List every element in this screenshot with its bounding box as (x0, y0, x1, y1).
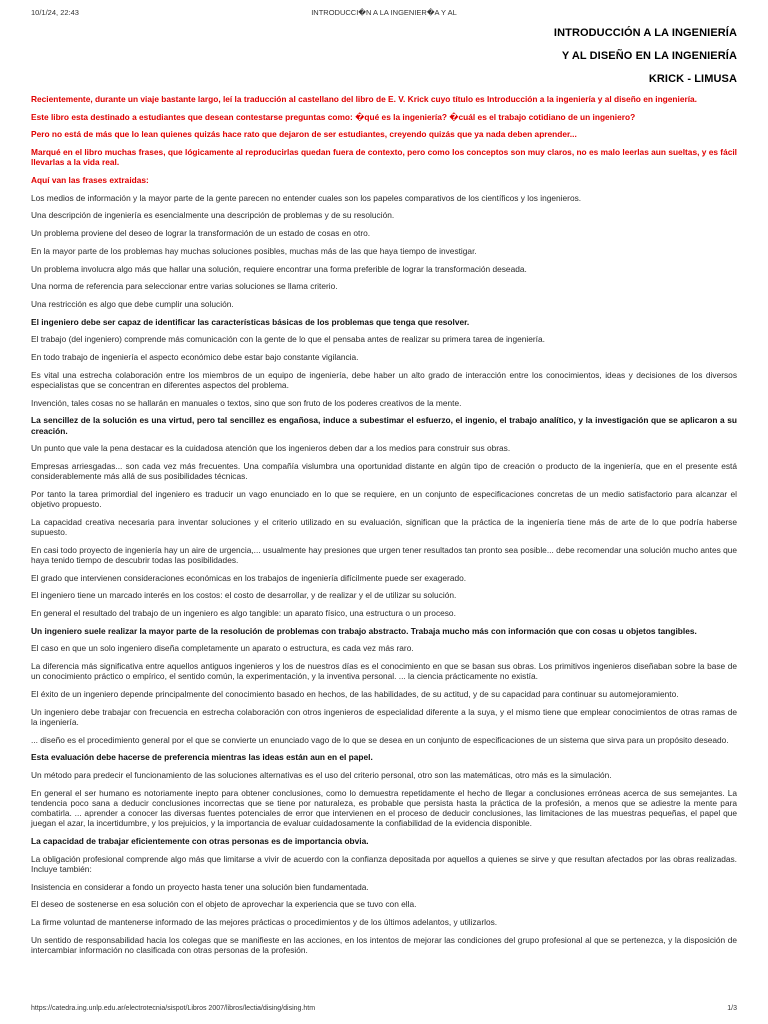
quote-paragraph: Una norma de referencia para seleccionar entre varias soluciones se llama criterio. (31, 281, 338, 292)
quote-paragraph: Un sentido de responsabilidad hacia los colegas que se manifieste en las acciones, en los intentos de mejorar las condiciones del grupo profesional al que se pertenezca, y la disposición de intercambiar información no clasificada con otras personas de la profesión. (31, 934, 737, 955)
quote-paragraph: El ingeniero tiene un marcado interés en los costos: el costo de desarrollar, y de realizar y el de utilizar su solución. (31, 590, 457, 601)
quote-paragraph: En casi todo proyecto de ingeniería hay un aire de urgencia,... usualmente hay presiones que urgen tener resultados tan pronto sea posible... debe recomendar una solución mucho antes que haya tenido tiempo de descubrir todas las posibilidades. (31, 544, 737, 565)
highlighted-quote: Un ingeniero suele realizar la mayor parte de la resolución de problemas con trabajo abstracto. Trabaja mucho más con información que con cosas u objetos tangibles. (31, 625, 697, 636)
quote-paragraph: Un método para predecir el funcionamiento de las soluciones alternativas es el uso del criterio personal, otro son las matemáticas, otro más es la simulación. (31, 770, 612, 781)
highlighted-quote: El ingeniero debe ser capaz de identificar las características básicas de los problemas que tenga que resolver. (31, 316, 470, 327)
quote-paragraph: El grado que intervienen consideraciones económicas en los trabajos de ingeniería difícilmente puede ser exagerado. (31, 572, 467, 583)
quote-paragraph: En general el resultado del trabajo de un ingeniero es algo tangible: un aparato físico, una estructura o un proceso. (31, 608, 456, 618)
quote-paragraph: Los medios de información y la mayor parte de la gente parecen no entender cuales son los papeles comparativos de los científicos y los ingenieros. (31, 192, 582, 203)
quote-paragraph: El trabajo (del ingeniero) comprende más comunicación con la gente de lo que el pensaba antes de realizar su primera tarea de ingeniería. (31, 334, 545, 345)
print-page-number: 1/3 (727, 1005, 737, 1012)
title-line-2: Y AL DISEÑO EN LA INGENIERÍA (561, 50, 737, 62)
quote-paragraph: ... diseño es el procedimiento general por el que se convierte un enunciado vago de lo que se desea en un conjunto de especificaciones de un sistema que sirva para un propósito deseado. (31, 734, 729, 745)
intro-paragraph: Marqué en el libro muchas frases, que lógicamente al reproducirlas quedan fuera de contexto, pero como los conceptos son muy claros, no es malo leerlas aun sueltas, y es fácil llevarlas a la vida real. (31, 147, 737, 168)
print-doc-title: INTRODUCCI�N A LA INGENIER�A Y AL (311, 8, 457, 17)
quote-paragraph: El caso en que un solo ingeniero diseña completamente un aparato o estructura, es cada vez más raro. (31, 643, 414, 654)
document-titles (554, 27, 737, 96)
print-footer (31, 1005, 737, 1017)
highlighted-quote: La capacidad de trabajar eficientemente con otras personas es de importancia obvia. (31, 836, 369, 847)
quote-paragraph: En general el ser humano es notoriamente inepto para obtener conclusiones, como lo demuestra repetidamente el hecho de llegar a conclusiones erróneas acerca de sus semejantes. La tendencia poco sana a deducir conclusiones incorrectas que se tiene por naturaleza, es probable que persista hasta la práctica de la profesión, a menos que se adiestre la mente para combatirla. ... aprender a conocer las diversas fuentes potenciales de error que intervienen en el proceso de deducir conclusiones, las limitaciones de las muestras pequeñas, el papel que juegan el azar, la incertidumbre, y los prejuicios, y la importancia de evaluar cuidadosamente la confiabilidad de la evidencia disponible. (31, 787, 737, 829)
quote-paragraph: El éxito de un ingeniero depende principalmente del conocimiento basado en hechos, de las habilidades, de su actitud, y de su capacidad para continuar su automejoramiento. (31, 689, 679, 700)
quote-paragraph: Es vital una estrecha colaboración entre los miembros de un equipo de ingeniería, debe haber un alto grado de interacción entre los conocimientos, ideas y decisiones de los diversos especialistas que se concentran en diferentes aspectos del problema. (31, 369, 737, 390)
quote-paragraph: Empresas arriesgadas... son cada vez más frecuentes. Una compañía vislumbra una oportunidad distante en algún tipo de creación o producto de la ingeniería, que en el presente está considerablemente más allá de sus posibilidades técnicas. (31, 460, 737, 482)
quote-paragraph: Invención, tales cosas no se hallarán en manuales o textos, sino que son fruto de los poderes creativos de la mente. (31, 397, 462, 408)
quote-paragraph: En todo trabajo de ingeniería el aspecto económico debe estar bajo constante vigilancia. (31, 352, 359, 363)
highlighted-quote: Esta evaluación debe hacerse de preferencia mientras las ideas están aun en el papel. (31, 752, 373, 763)
intro-paragraph: Pero no está de más que lo lean quienes quizás hace rato que dejaron de ser estudiantes, creyendo quizás que ya nada deben aprender... (31, 129, 577, 140)
article-body (31, 94, 737, 963)
quote-paragraph: En la mayor parte de los problemas hay muchas soluciones posibles, muchas más de las que haya tiempo de investigar. (31, 245, 477, 256)
title-line-1: INTRODUCCIÓN A LA INGENIERÍA (553, 27, 737, 39)
quote-paragraph: Un ingeniero debe trabajar con frecuencia en estrecha colaboración con otros ingenieros de especialidad diferente a la suya, y el mismo tiene que emplear conocimientos de otras ramas de la ingeniería. (31, 706, 737, 727)
quote-paragraph: Una restricción es algo que debe cumplir una solución. (31, 298, 234, 309)
quote-paragraph: Un punto que vale la pena destacar es la cuidadosa atención que los ingenieros deben dar a los medios para construir sus obras. (31, 443, 511, 454)
intro-paragraph: Aquí van las frases extraidas: (31, 175, 149, 186)
quote-paragraph: La obligación profesional comprende algo más que limitarse a vivir de acuerdo con la confianza depositada por aquellos a quienes se sirve y que resultan afectados por las obras realizadas. Incluye también: (31, 853, 737, 874)
quote-paragraph: La diferencia más significativa entre aquellos antiguos ingenieros y los de nuestros días es el conocimiento en que se basan sus obras. Los primitivos ingenieros diseñaban sobre la base de un conocimiento práctico o empírico, el sentido común, la experimentación, y la inventiva personal. ... la ciencia prácticamente no existía. (31, 661, 737, 682)
print-url: https://catedra.ing.unlp.edu.ar/electrotecnia/sispot/Libros 2007/libros/lectia/dising/dising.htm (31, 1005, 316, 1012)
highlighted-quote: La sencillez de la solución es una virtud, pero tal sencillez es engañosa, induce a subestimar el esfuerzo, el ingenio, el trabajo analítico, y la investigación que se aplicaron a su creación. (31, 415, 737, 436)
print-date: 10/1/24, 22:43 (31, 8, 79, 17)
quote-paragraph: Una descripción de ingeniería es esencialmente una descripción de problemas y de su resolución. (31, 210, 395, 221)
intro-paragraph: Recientemente, durante un viaje bastante largo, leí la traducción al castellano del libro de E. V. Krick cuyo título es Introducción a la ingeniería y al diseño en ingeniería. (31, 94, 697, 104)
quote-paragraph: Un problema proviene del deseo de lograr la transformación de un estado de cosas en otro. (31, 228, 371, 239)
print-header (31, 8, 737, 20)
quote-paragraph: Un problema involucra algo más que hallar una solución, requiere encontrar una forma preferible de lograr la transformación deseada. (31, 263, 527, 274)
quote-paragraph: La firme voluntad de mantenerse informado de las mejores prácticas o procedimientos y de los últimos adelantos, y utilizarlos. (31, 917, 498, 928)
title-line-3: KRICK - LIMUSA (648, 73, 737, 85)
quote-paragraph: Por tanto la tarea primordial del ingeniero es traducir un vago enunciado en lo que se requiere, en un conjunto de especificaciones concretas de un medio satisfactorio para alcanzar el objetivo propuesto. (31, 488, 737, 510)
intro-paragraph: Este libro esta destinado a estudiantes que desean contestarse preguntas como: �qué es la ingeniería? �cuál es el trabajo cotidiano de un ingeniero? (31, 111, 636, 122)
quote-paragraph: Insistencia en considerar a fondo un proyecto hasta tener una solución bien fundamentada. (31, 881, 369, 892)
quote-paragraph: La capacidad creativa necesaria para inventar soluciones y el criterio utilizado en su evaluación, significan que la práctica de la ingeniería tiene más de arte de lo que podría haberse supuesto. (31, 516, 737, 537)
quote-paragraph: El deseo de sostenerse en esa solución con el objeto de aprovechar la experiencia que se tuvo con ella. (31, 899, 417, 910)
